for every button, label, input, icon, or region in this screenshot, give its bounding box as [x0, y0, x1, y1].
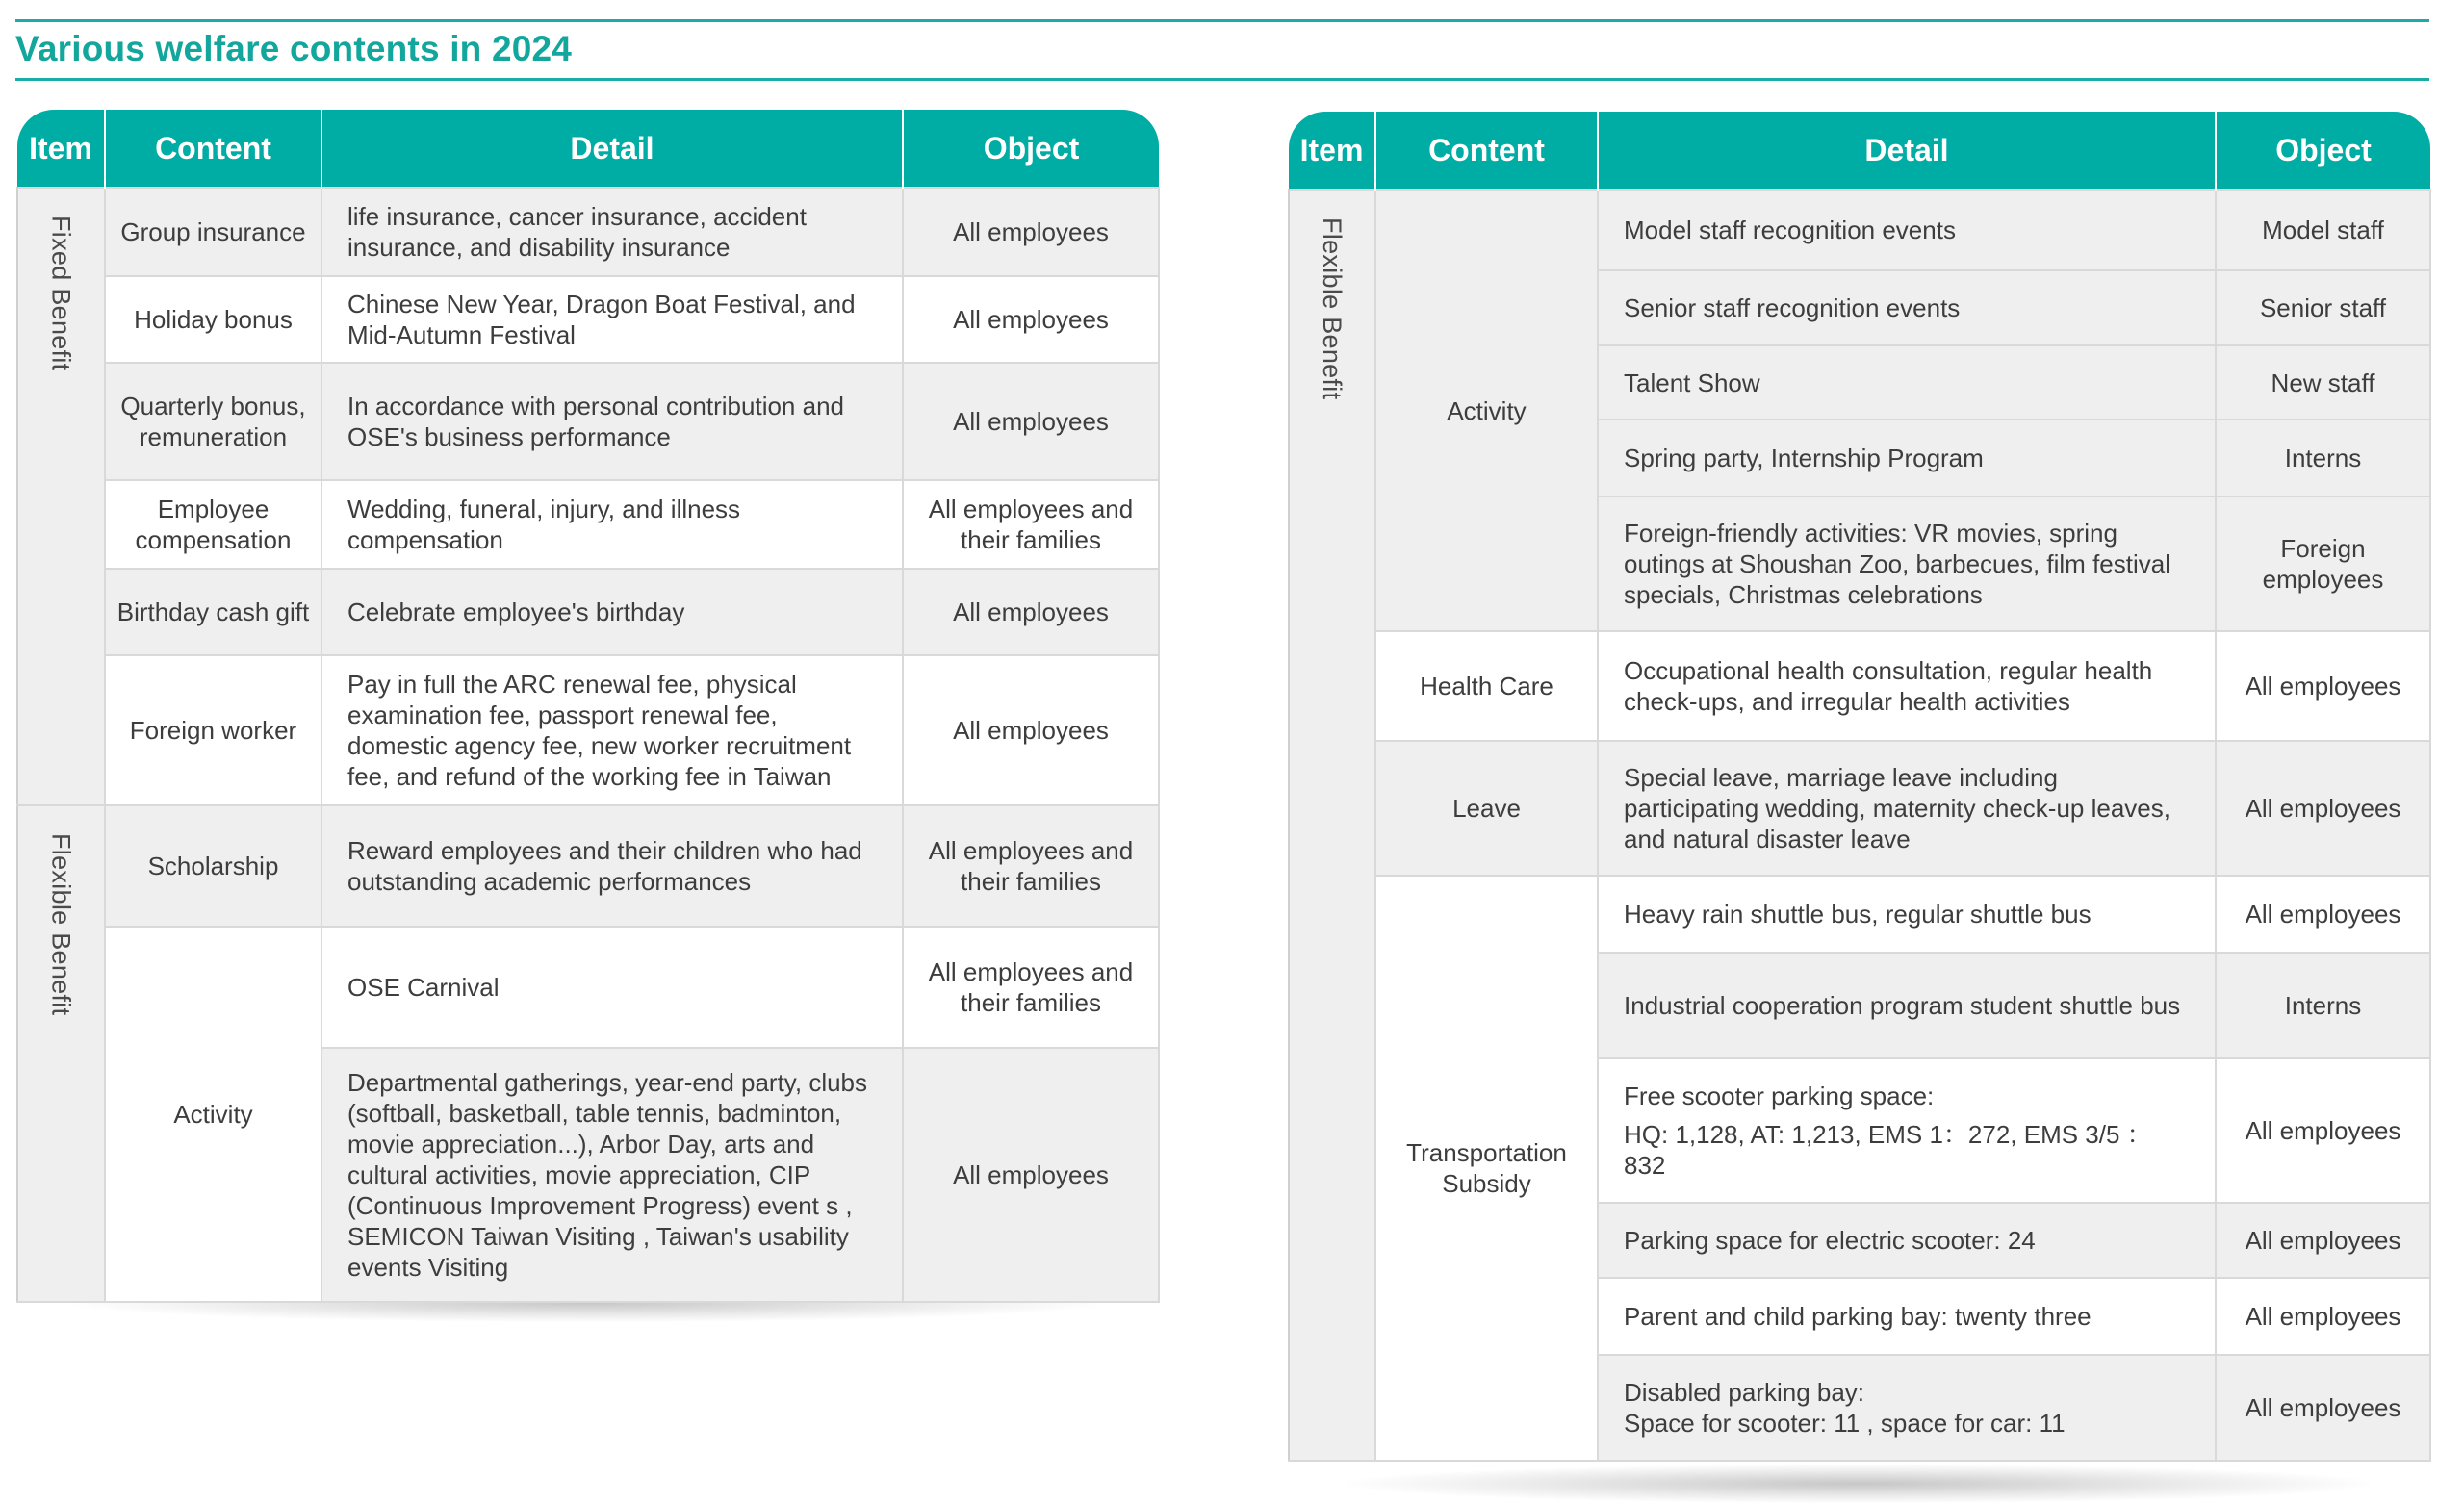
content-cell: Holiday bonus: [105, 276, 321, 363]
table-row: [17, 569, 1159, 655]
header-content: Content: [1375, 112, 1598, 190]
object-cell: Model staff: [2216, 190, 2430, 270]
left-welfare-table: [16, 110, 1158, 1303]
object-cell: All employees: [903, 655, 1159, 805]
detail-line: HQ: 1,128, AT: 1,213, EMS 1：272, EMS 3/5 ：832: [1624, 1120, 2152, 1180]
detail-cell: Model staff recognition events: [1598, 190, 2216, 270]
detail-cell: OSE Carnival: [321, 927, 903, 1048]
table-row: [1289, 741, 2430, 876]
table-row: [1289, 876, 2430, 953]
object-cell: Interns: [2216, 420, 2430, 497]
header-object: Object: [2216, 112, 2430, 190]
object-cell: All employees: [2216, 1355, 2430, 1461]
object-cell: All employees: [2216, 1278, 2430, 1355]
object-cell: All employees and their families: [903, 927, 1159, 1048]
content-cell: Activity: [105, 927, 321, 1302]
header-item: Item: [17, 110, 105, 188]
detail-cell: Parking space for electric scooter: 24: [1598, 1203, 2216, 1278]
object-cell: New staff: [2216, 345, 2430, 420]
title-bar: [15, 19, 2429, 81]
content-cell: Birthday cash gift: [105, 569, 321, 655]
content-cell: Transportation Subsidy: [1375, 876, 1598, 1461]
detail-cell: Heavy rain shuttle bus, regular shuttle bus: [1598, 876, 2216, 953]
header-detail: Detail: [1598, 112, 2216, 190]
detail-cell: Departmental gatherings, year-end party, clubs (softball, basketball, table tennis, badminton, movie appreciation...), Arbor Day, arts and cultural activities, movie appreciation, CIP (Continuous Improvement Progress) event s , SEMICON Taiwan Visiting , Taiwan's usability events Visiting: [321, 1048, 903, 1302]
detail-line: Disabled parking bay:: [1624, 1378, 1865, 1407]
detail-cell: [1598, 1058, 2216, 1203]
content-cell: Health Care: [1375, 631, 1598, 741]
table-row: [17, 480, 1159, 569]
group-flexible-benefit: [17, 805, 105, 1302]
object-cell: All employees: [903, 276, 1159, 363]
content-cell: Leave: [1375, 741, 1598, 876]
header-detail: Detail: [321, 110, 903, 188]
table-row: [17, 655, 1159, 805]
group-flexible-benefit: [1289, 190, 1375, 1461]
object-cell: All employees: [903, 1048, 1159, 1302]
detail-line: Space for scooter: 11 , space for car: 11: [1624, 1409, 2066, 1438]
table-row: [17, 805, 1159, 927]
object-cell: All employees and their families: [903, 805, 1159, 927]
object-cell: All employees: [2216, 1058, 2430, 1203]
object-cell: All employees: [903, 569, 1159, 655]
detail-cell: Talent Show: [1598, 345, 2216, 420]
table-row: [1289, 631, 2430, 741]
table-shadow: [1346, 1465, 2372, 1503]
content-cell: Activity: [1375, 190, 1598, 631]
object-cell: Foreign employees: [2216, 497, 2430, 631]
table-row: [17, 363, 1159, 480]
object-cell: All employees: [2216, 741, 2430, 876]
header-content: Content: [105, 110, 321, 188]
detail-cell: [1598, 1355, 2216, 1461]
content-cell: Scholarship: [105, 805, 321, 927]
object-cell: All employees: [903, 188, 1159, 276]
detail-cell: Parent and child parking bay: twenty three: [1598, 1278, 2216, 1355]
detail-cell: Pay in full the ARC renewal fee, physical examination fee, passport renewal fee, domestic agency fee, new worker recruitment fee, and refund of the working fee in Taiwan: [321, 655, 903, 805]
detail-cell: Special leave, marriage leave including participating wedding, maternity check-up leaves, and natural disaster leave: [1598, 741, 2216, 876]
page-title: Various welfare contents in 2024: [15, 29, 573, 68]
detail-cell: Occupational health consultation, regular health check-ups, and irregular health activities: [1598, 631, 2216, 741]
detail-cell: In accordance with personal contribution and OSE's business performance: [321, 363, 903, 480]
object-cell: All employees: [2216, 1203, 2430, 1278]
detail-cell: Wedding, funeral, injury, and illness compensation: [321, 480, 903, 569]
detail-cell: life insurance, cancer insurance, accident insurance, and disability insurance: [321, 188, 903, 276]
detail-cell: Celebrate employee's birthday: [321, 569, 903, 655]
group-fixed-benefit: [17, 188, 105, 805]
header-item: Item: [1289, 112, 1375, 190]
content-cell: Employee compensation: [105, 480, 321, 569]
right-welfare-table: [1288, 112, 2429, 1462]
header-object: Object: [903, 110, 1159, 188]
object-cell: All employees: [2216, 631, 2430, 741]
detail-cell: Industrial cooperation program student shuttle bus: [1598, 953, 2216, 1058]
object-cell: Senior staff: [2216, 270, 2430, 345]
object-cell: All employees: [903, 363, 1159, 480]
table-row: [17, 188, 1159, 276]
detail-cell: Senior staff recognition events: [1598, 270, 2216, 345]
table-row: [17, 276, 1159, 363]
content-cell: Group insurance: [105, 188, 321, 276]
object-cell: Interns: [2216, 953, 2430, 1058]
detail-line: Free scooter parking space:: [1624, 1082, 1935, 1110]
detail-cell: Foreign-friendly activities: VR movies, spring outings at Shoushan Zoo, barbecues, film festival specials, Christmas celebrations: [1598, 497, 2216, 631]
object-cell: All employees: [2216, 876, 2430, 953]
table-row: [1289, 190, 2430, 270]
detail-cell: Spring party, Internship Program: [1598, 420, 2216, 497]
group-label: Fixed Benefit: [46, 216, 76, 371]
detail-cell: Chinese New Year, Dragon Boat Festival, and Mid-Autumn Festival: [321, 276, 903, 363]
content-cell: Quarterly bonus, remuneration: [105, 363, 321, 480]
group-label: Flexible Benefit: [1318, 217, 1347, 400]
object-cell: All employees and their families: [903, 480, 1159, 569]
table-row: [17, 927, 1159, 1048]
detail-cell: Reward employees and their children who had outstanding academic performances: [321, 805, 903, 927]
content-cell: Foreign worker: [105, 655, 321, 805]
group-label: Flexible Benefit: [46, 833, 76, 1016]
